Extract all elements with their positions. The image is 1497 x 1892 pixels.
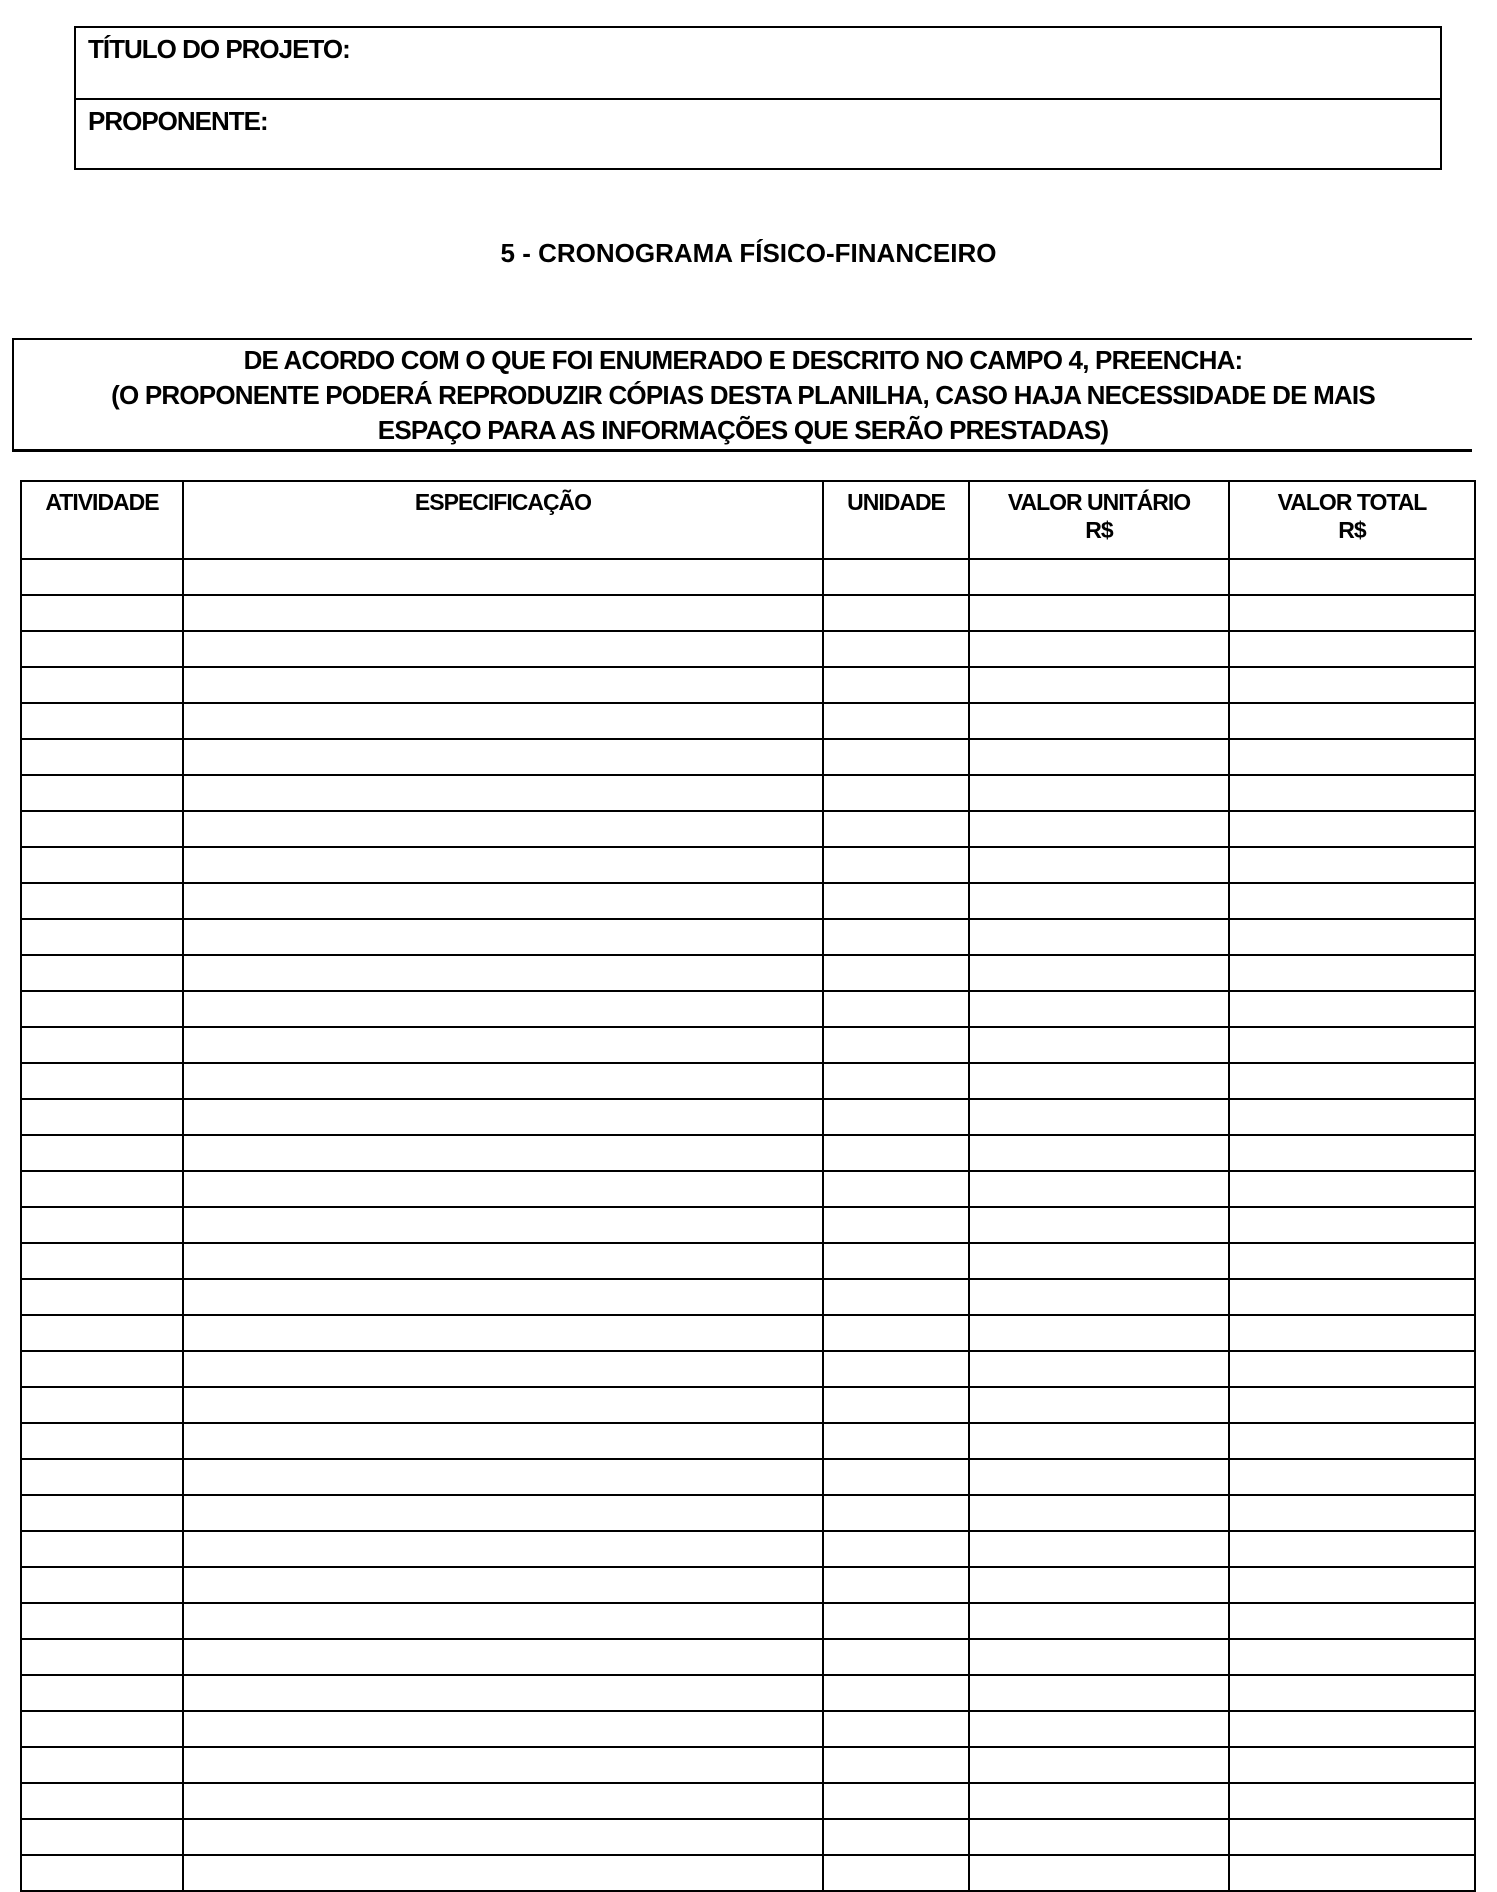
table-cell[interactable] (183, 703, 823, 739)
table-cell[interactable] (823, 667, 969, 703)
table-cell[interactable] (1229, 739, 1475, 775)
table-row (21, 1387, 1475, 1423)
table-cell[interactable] (823, 847, 969, 883)
table-cell[interactable] (183, 1819, 823, 1855)
table-cell[interactable] (21, 1135, 183, 1171)
table-cell[interactable] (21, 1279, 183, 1315)
table-cell[interactable] (1229, 1351, 1475, 1387)
table-cell[interactable] (969, 1819, 1229, 1855)
table-cell[interactable] (823, 1027, 969, 1063)
table-row (21, 1855, 1475, 1891)
table-row (21, 703, 1475, 739)
table-cell[interactable] (183, 667, 823, 703)
table-cell[interactable] (1229, 1099, 1475, 1135)
table-cell[interactable] (21, 1711, 183, 1747)
table-cell[interactable] (969, 1783, 1229, 1819)
table-cell[interactable] (969, 1243, 1229, 1279)
table-cell[interactable] (969, 1171, 1229, 1207)
table-cell[interactable] (823, 1675, 969, 1711)
table-cell[interactable] (183, 1135, 823, 1171)
column-header-unidade: UNIDADE (823, 481, 969, 559)
table-cell[interactable] (183, 1027, 823, 1063)
section-title: 5 - CRONOGRAMA FÍSICO-FINANCEIRO (500, 238, 997, 268)
table-cell[interactable] (969, 1423, 1229, 1459)
table-cell[interactable] (823, 1459, 969, 1495)
table-cell[interactable] (21, 1063, 183, 1099)
table-cell[interactable] (823, 1171, 969, 1207)
table-row (21, 1603, 1475, 1639)
table-cell[interactable] (969, 1279, 1229, 1315)
table-cell[interactable] (823, 1495, 969, 1531)
table-row (21, 1495, 1475, 1531)
table-cell[interactable] (969, 775, 1229, 811)
table-cell[interactable] (183, 955, 823, 991)
table-cell[interactable] (183, 1639, 823, 1675)
table-row (21, 1315, 1475, 1351)
table-cell[interactable] (969, 955, 1229, 991)
table-cell[interactable] (969, 847, 1229, 883)
table-cell[interactable] (823, 1855, 969, 1891)
table-cell[interactable] (183, 631, 823, 667)
table-cell[interactable] (1229, 1459, 1475, 1495)
table-cell[interactable] (969, 1639, 1229, 1675)
table-row (21, 739, 1475, 775)
table-cell[interactable] (823, 559, 969, 595)
table-cell[interactable] (21, 1495, 183, 1531)
table-cell[interactable] (823, 703, 969, 739)
table-cell[interactable] (183, 1675, 823, 1711)
table-cell[interactable] (21, 1747, 183, 1783)
table-cell[interactable] (183, 1171, 823, 1207)
table-cell[interactable] (969, 1387, 1229, 1423)
table-cell[interactable] (183, 1783, 823, 1819)
instructions-line-1: DE ACORDO COM O QUE FOI ENUMERADO E DESCRITO NO CAMPO 4, PREENCHA: (243, 345, 1243, 375)
table-cell[interactable] (1229, 1855, 1475, 1891)
table-cell[interactable] (823, 1099, 969, 1135)
table-cell[interactable] (1229, 1747, 1475, 1783)
table-cell[interactable] (1229, 1135, 1475, 1171)
table-cell[interactable] (21, 1315, 183, 1351)
table-cell[interactable] (183, 1387, 823, 1423)
table-cell[interactable] (823, 1135, 969, 1171)
table-row (21, 811, 1475, 847)
table-row (21, 1279, 1475, 1315)
table-cell[interactable] (969, 559, 1229, 595)
table-row (21, 667, 1475, 703)
table-cell[interactable] (1229, 1639, 1475, 1675)
table-cell[interactable] (823, 631, 969, 667)
table-cell[interactable] (183, 811, 823, 847)
table-cell[interactable] (21, 1567, 183, 1603)
table-cell[interactable] (1229, 1675, 1475, 1711)
table-cell[interactable] (1229, 1603, 1475, 1639)
table-cell[interactable] (21, 847, 183, 883)
table-cell[interactable] (969, 631, 1229, 667)
column-header-valor-unitario: VALOR UNITÁRIO R$ (969, 481, 1229, 559)
instructions-line-3: ESPAÇO PARA AS INFORMAÇÕES QUE SERÃO PRESTADAS) (377, 415, 1109, 445)
table-cell[interactable] (823, 1603, 969, 1639)
table-cell[interactable] (21, 1603, 183, 1639)
instructions-line-2: (O PROPONENTE PODERÁ REPRODUZIR CÓPIAS DESTA PLANILHA, CASO HAJA NECESSIDADE DE MAIS (111, 380, 1375, 410)
table-cell[interactable] (969, 739, 1229, 775)
table-cell[interactable] (21, 1783, 183, 1819)
table-cell[interactable] (823, 1531, 969, 1567)
table-cell[interactable] (183, 1495, 823, 1531)
table-cell[interactable] (823, 595, 969, 631)
table-cell[interactable] (823, 1243, 969, 1279)
project-info-box (74, 26, 1442, 170)
table-cell[interactable] (21, 919, 183, 955)
table-cell[interactable] (823, 1783, 969, 1819)
table-cell[interactable] (823, 739, 969, 775)
table-cell[interactable] (969, 991, 1229, 1027)
table-cell[interactable] (21, 667, 183, 703)
table-cell[interactable] (183, 1459, 823, 1495)
table-cell[interactable] (823, 1279, 969, 1315)
table-cell[interactable] (21, 1351, 183, 1387)
table-cell[interactable] (969, 1855, 1229, 1891)
table-cell[interactable] (183, 775, 823, 811)
table-cell[interactable] (823, 1351, 969, 1387)
table-cell[interactable] (21, 703, 183, 739)
table-cell[interactable] (183, 991, 823, 1027)
proponent-field[interactable] (76, 98, 1440, 168)
table-cell[interactable] (183, 1567, 823, 1603)
table-cell[interactable] (823, 955, 969, 991)
project-title-label: TÍTULO DO PROJETO: (88, 34, 350, 64)
table-cell[interactable] (21, 739, 183, 775)
table-cell[interactable] (823, 1567, 969, 1603)
table-cell[interactable] (183, 1711, 823, 1747)
table-cell[interactable] (969, 1099, 1229, 1135)
table-cell[interactable] (1229, 919, 1475, 955)
table-cell[interactable] (969, 1063, 1229, 1099)
table-cell[interactable] (183, 1531, 823, 1567)
project-title-field[interactable] (76, 28, 1440, 98)
table-cell[interactable] (21, 991, 183, 1027)
table-cell[interactable] (1229, 1243, 1475, 1279)
table-row (21, 1747, 1475, 1783)
table-cell[interactable] (969, 1675, 1229, 1711)
table-row (21, 991, 1475, 1027)
table-cell[interactable] (969, 595, 1229, 631)
table-cell[interactable] (823, 1423, 969, 1459)
table-cell[interactable] (1229, 703, 1475, 739)
table-cell[interactable] (823, 811, 969, 847)
table-cell[interactable] (1229, 1567, 1475, 1603)
table-cell[interactable] (1229, 667, 1475, 703)
column-header-atividade: ATIVIDADE (21, 481, 183, 559)
table-cell[interactable] (21, 955, 183, 991)
table-row (21, 1783, 1475, 1819)
table-row (21, 1711, 1475, 1747)
table-cell[interactable] (969, 811, 1229, 847)
table-cell[interactable] (969, 703, 1229, 739)
table-cell[interactable] (823, 883, 969, 919)
table-cell[interactable] (823, 1639, 969, 1675)
table-cell[interactable] (823, 991, 969, 1027)
table-cell[interactable] (1229, 811, 1475, 847)
table-cell[interactable] (21, 1423, 183, 1459)
table-cell[interactable] (1229, 1423, 1475, 1459)
table-cell[interactable] (21, 631, 183, 667)
table-cell[interactable] (183, 559, 823, 595)
table-cell[interactable] (969, 1459, 1229, 1495)
table-cell[interactable] (1229, 1063, 1475, 1099)
table-cell[interactable] (183, 919, 823, 955)
table-cell[interactable] (21, 1387, 183, 1423)
table-row (21, 1675, 1475, 1711)
table-cell[interactable] (1229, 775, 1475, 811)
table-cell[interactable] (21, 1459, 183, 1495)
table-cell[interactable] (823, 919, 969, 955)
table-cell[interactable] (969, 1567, 1229, 1603)
table-cell[interactable] (1229, 1531, 1475, 1567)
table-cell[interactable] (21, 1243, 183, 1279)
table-cell[interactable] (183, 1603, 823, 1639)
table-cell[interactable] (1229, 1783, 1475, 1819)
table-cell[interactable] (1229, 631, 1475, 667)
table-cell[interactable] (969, 1027, 1229, 1063)
table-cell[interactable] (21, 811, 183, 847)
instructions-box (12, 338, 1472, 452)
table-cell[interactable] (183, 1855, 823, 1891)
table-cell[interactable] (21, 1207, 183, 1243)
table-row (21, 1243, 1475, 1279)
table-cell[interactable] (1229, 1207, 1475, 1243)
table-cell[interactable] (183, 1423, 823, 1459)
table-cell[interactable] (1229, 559, 1475, 595)
table-header-row (21, 481, 1475, 559)
table-cell[interactable] (183, 1279, 823, 1315)
table-cell[interactable] (1229, 1027, 1475, 1063)
table-row (21, 1135, 1475, 1171)
table-cell[interactable] (823, 1819, 969, 1855)
table-cell[interactable] (1229, 883, 1475, 919)
table-cell[interactable] (969, 1531, 1229, 1567)
table-cell[interactable] (823, 1387, 969, 1423)
table-row (21, 1639, 1475, 1675)
table-cell[interactable] (21, 1531, 183, 1567)
table-cell[interactable] (1229, 595, 1475, 631)
column-header-especificacao: ESPECIFICAÇÃO (183, 481, 823, 559)
column-header-valor-total: VALOR TOTAL R$ (1229, 481, 1475, 559)
table-cell[interactable] (969, 1135, 1229, 1171)
table-cell[interactable] (1229, 1387, 1475, 1423)
table-cell[interactable] (21, 883, 183, 919)
table-cell[interactable] (183, 883, 823, 919)
schedule-table (20, 480, 1476, 1892)
table-row (21, 847, 1475, 883)
table-cell[interactable] (823, 1063, 969, 1099)
table-cell[interactable] (823, 1315, 969, 1351)
table-row (21, 1171, 1475, 1207)
table-cell[interactable] (823, 1711, 969, 1747)
table-row (21, 1207, 1475, 1243)
table-cell[interactable] (823, 1207, 969, 1243)
table-cell[interactable] (183, 1351, 823, 1387)
table-row (21, 1351, 1475, 1387)
table-cell[interactable] (969, 1315, 1229, 1351)
table-cell[interactable] (183, 1243, 823, 1279)
table-cell[interactable] (21, 1639, 183, 1675)
table-row (21, 1459, 1475, 1495)
table-cell[interactable] (969, 919, 1229, 955)
table-row (21, 1027, 1475, 1063)
table-cell[interactable] (1229, 991, 1475, 1027)
table-cell[interactable] (21, 775, 183, 811)
table-cell[interactable] (969, 1495, 1229, 1531)
table-cell[interactable] (183, 1207, 823, 1243)
table-row (21, 595, 1475, 631)
table-cell[interactable] (969, 1711, 1229, 1747)
table-row (21, 955, 1475, 991)
table-cell[interactable] (823, 775, 969, 811)
table-row (21, 1819, 1475, 1855)
table-cell[interactable] (183, 739, 823, 775)
table-cell[interactable] (21, 1099, 183, 1135)
table-cell[interactable] (1229, 1279, 1475, 1315)
table-cell[interactable] (183, 847, 823, 883)
table-cell[interactable] (183, 1099, 823, 1135)
table-row (21, 1063, 1475, 1099)
table-cell[interactable] (21, 1855, 183, 1891)
table-row (21, 1567, 1475, 1603)
table-cell[interactable] (969, 1747, 1229, 1783)
proponent-label: PROPONENTE: (88, 106, 268, 136)
table-cell[interactable] (1229, 1495, 1475, 1531)
table-cell[interactable] (183, 1063, 823, 1099)
table-row (21, 775, 1475, 811)
table-cell[interactable] (1229, 1711, 1475, 1747)
table-cell[interactable] (1229, 1819, 1475, 1855)
table-cell[interactable] (969, 1603, 1229, 1639)
table-cell[interactable] (1229, 847, 1475, 883)
table-cell[interactable] (823, 1747, 969, 1783)
table-row (21, 1099, 1475, 1135)
table-cell[interactable] (21, 595, 183, 631)
table-cell[interactable] (1229, 955, 1475, 991)
table-cell[interactable] (1229, 1315, 1475, 1351)
table-row (21, 631, 1475, 667)
table-cell[interactable] (21, 1675, 183, 1711)
table-body (21, 559, 1475, 1891)
table-row (21, 1531, 1475, 1567)
table-cell[interactable] (21, 1027, 183, 1063)
table-cell[interactable] (969, 667, 1229, 703)
table-row (21, 883, 1475, 919)
table-cell[interactable] (1229, 1171, 1475, 1207)
table-cell[interactable] (969, 1351, 1229, 1387)
table-cell[interactable] (21, 1819, 183, 1855)
table-row (21, 559, 1475, 595)
table-cell[interactable] (969, 883, 1229, 919)
table-cell[interactable] (21, 559, 183, 595)
table-cell[interactable] (183, 1315, 823, 1351)
table-cell[interactable] (21, 1171, 183, 1207)
table-row (21, 919, 1475, 955)
table-cell[interactable] (183, 1747, 823, 1783)
table-cell[interactable] (183, 595, 823, 631)
table-row (21, 1423, 1475, 1459)
table-cell[interactable] (969, 1207, 1229, 1243)
